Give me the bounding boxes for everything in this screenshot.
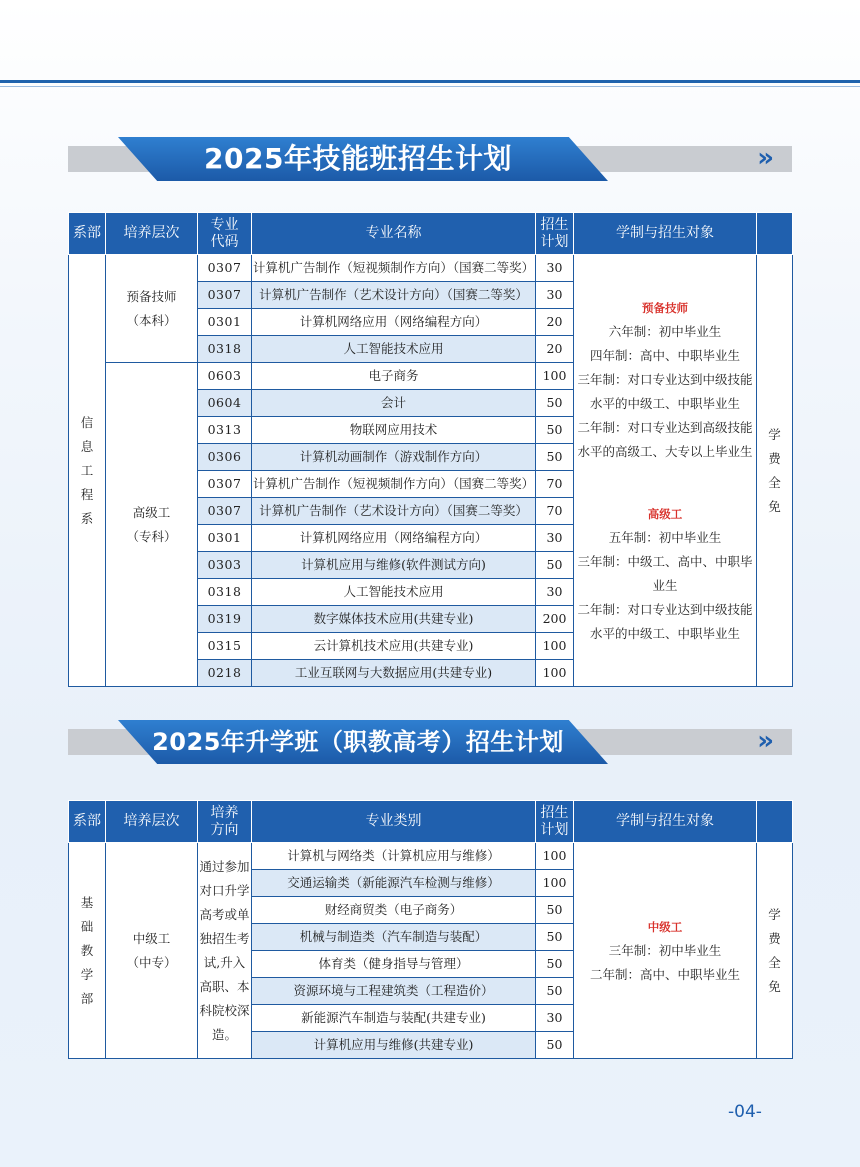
major-name-cell: 计算机广告制作（艺术设计方向）（国赛二等奖）	[252, 282, 536, 309]
target-line: 水平的中级工、中职毕业生	[589, 395, 740, 411]
level-cell-technician	[106, 255, 198, 363]
plan-cell: 50	[536, 978, 574, 1005]
header-level: 培养层次	[106, 801, 198, 843]
code-cell: 0301	[198, 525, 252, 552]
major-name-cell: 人工智能技术应用	[252, 579, 536, 606]
target-heading-senior: 高级工	[647, 506, 683, 521]
target-cell	[574, 843, 757, 1059]
code-cell: 0301	[198, 309, 252, 336]
category-cell: 计算机与网络类（计算机应用与维修）	[252, 843, 536, 870]
double-chevron-right-icon: »	[757, 143, 774, 173]
table-header-row	[69, 801, 793, 843]
target-line: 三年制：对口专业达到中级技能	[577, 371, 753, 387]
header-blank	[757, 213, 793, 255]
double-chevron-right-icon: »	[757, 726, 774, 756]
category-cell: 资源环境与工程建筑类（工程造价）	[252, 978, 536, 1005]
target-line: 六年制：初中毕业生	[608, 323, 722, 339]
plan-cell: 50	[536, 1032, 574, 1059]
target-line: 三年制：初中毕业生	[608, 942, 722, 958]
plan-cell: 50	[536, 552, 574, 579]
fee-cell	[757, 255, 793, 687]
dept-cell-text: 基础教学部	[80, 894, 94, 1006]
code-cell: 0307	[198, 471, 252, 498]
header-name: 专业名称	[252, 213, 536, 255]
target-line: 三年制：中级工、高中、中职毕	[577, 553, 753, 569]
major-name-cell: 物联网应用技术	[252, 417, 536, 444]
level-cell-intermediate	[106, 843, 198, 1059]
skill-class-table	[68, 212, 793, 687]
table-row	[69, 255, 793, 282]
table-row	[69, 843, 793, 870]
target-line: 二年制：高中、中职毕业生	[589, 966, 740, 982]
plan-cell: 100	[536, 843, 574, 870]
table-header-row	[69, 213, 793, 255]
plan-cell: 50	[536, 390, 574, 417]
fee-cell	[757, 843, 793, 1059]
major-name-cell: 计算机网络应用（网络编程方向）	[252, 309, 536, 336]
plan-cell: 50	[536, 951, 574, 978]
plan-cell: 30	[536, 525, 574, 552]
code-cell: 0218	[198, 660, 252, 687]
category-cell: 财经商贸类（电子商务）	[252, 897, 536, 924]
target-heading-technician: 预备技师	[642, 300, 688, 315]
code-cell: 0603	[198, 363, 252, 390]
plan-cell: 70	[536, 498, 574, 525]
target-line: 四年制：高中、中职毕业生	[589, 347, 740, 363]
plan-cell: 20	[536, 336, 574, 363]
plan-cell: 100	[536, 363, 574, 390]
section2-banner	[68, 720, 792, 764]
major-name-cell: 电子商务	[252, 363, 536, 390]
target-line: 水平的中级工、中职毕业生	[589, 625, 740, 641]
target-line: 业生	[652, 577, 678, 593]
code-cell: 0313	[198, 417, 252, 444]
major-name-cell: 计算机广告制作（短视频制作方向）（国赛二等奖）	[252, 255, 536, 282]
major-name-cell: 计算机网络应用（网络编程方向）	[252, 525, 536, 552]
header-plan	[536, 213, 574, 255]
target-heading-intermediate: 中级工	[647, 919, 683, 934]
code-cell: 0303	[198, 552, 252, 579]
category-cell: 新能源汽车制造与装配(共建专业)	[252, 1005, 536, 1032]
plan-cell: 50	[536, 417, 574, 444]
plan-cell: 20	[536, 309, 574, 336]
header-target: 学制与招生对象	[574, 801, 757, 843]
plan-cell: 50	[536, 444, 574, 471]
header-level: 培养层次	[106, 213, 198, 255]
header-dept: 系部	[69, 213, 106, 255]
top-rule	[0, 80, 860, 83]
level-name: 预备技师	[126, 288, 177, 304]
plan-cell: 200	[536, 606, 574, 633]
dept-cell	[69, 255, 106, 687]
level-sub: （本科）	[126, 312, 177, 328]
section1-title: 2025年技能班招生计划	[204, 142, 512, 175]
section1-banner	[68, 137, 792, 181]
code-cell: 0315	[198, 633, 252, 660]
top-rule-thin	[0, 86, 860, 87]
major-name-cell: 计算机广告制作（艺术设计方向）（国赛二等奖）	[252, 498, 536, 525]
level-cell-senior	[106, 363, 198, 687]
level-name: 高级工	[132, 504, 171, 520]
fee-cell-text: 学费全免	[768, 426, 781, 514]
category-cell: 计算机应用与维修(共建专业)	[252, 1032, 536, 1059]
major-name-cell: 计算机广告制作（短视频制作方向）（国赛二等奖）	[252, 471, 536, 498]
target-spacer	[574, 464, 756, 502]
category-cell: 机械与制造类（汽车制造与装配）	[252, 924, 536, 951]
category-cell: 交通运输类（新能源汽车检测与维修）	[252, 870, 536, 897]
major-name-cell: 人工智能技术应用	[252, 336, 536, 363]
plan-cell: 70	[536, 471, 574, 498]
level-sub: （中专）	[126, 954, 177, 970]
code-cell: 0306	[198, 444, 252, 471]
plan-cell: 50	[536, 897, 574, 924]
major-name-cell: 计算机动画制作（游戏制作方向）	[252, 444, 536, 471]
page-number: -04-	[728, 1102, 762, 1122]
code-cell: 0318	[198, 336, 252, 363]
code-cell: 0319	[198, 606, 252, 633]
dept-cell	[69, 843, 106, 1059]
plan-cell: 100	[536, 633, 574, 660]
target-line: 二年制：对口专业达到中级技能	[577, 601, 753, 617]
target-cell	[574, 255, 757, 687]
code-cell: 0307	[198, 255, 252, 282]
header-plan-text: 招生计划	[540, 216, 569, 250]
code-cell: 0307	[198, 498, 252, 525]
code-cell: 0307	[198, 282, 252, 309]
major-name-cell: 计算机应用与维修(软件测试方向)	[252, 552, 536, 579]
header-dept: 系部	[69, 801, 106, 843]
level-name: 中级工	[132, 930, 171, 946]
major-name-cell: 数字媒体技术应用(共建专业)	[252, 606, 536, 633]
header-direction-text: 培养方向	[210, 804, 239, 838]
exam-class-table	[68, 800, 793, 1059]
major-name-cell: 云计算机技术应用(共建专业)	[252, 633, 536, 660]
header-category: 专业类别	[252, 801, 536, 843]
major-name-cell: 工业互联网与大数据应用(共建专业)	[252, 660, 536, 687]
direction-cell: 通过参加对口升学高考或单独招生考试,升入高职、本科院校深造。	[198, 843, 252, 1059]
code-cell: 0318	[198, 579, 252, 606]
header-direction	[198, 801, 252, 843]
target-line: 五年制：初中毕业生	[608, 529, 722, 545]
plan-cell: 30	[536, 579, 574, 606]
major-name-cell: 会计	[252, 390, 536, 417]
plan-cell: 30	[536, 1005, 574, 1032]
code-cell: 0604	[198, 390, 252, 417]
plan-cell: 50	[536, 924, 574, 951]
category-cell: 体育类（健身指导与管理）	[252, 951, 536, 978]
plan-cell: 30	[536, 255, 574, 282]
fee-cell-text: 学费全免	[768, 906, 781, 994]
header-plan	[536, 801, 574, 843]
header-code	[198, 213, 252, 255]
level-sub: （专科）	[126, 528, 177, 544]
dept-cell-text: 信息工程系	[80, 414, 94, 526]
header-plan-text: 招生计划	[540, 804, 569, 838]
plan-cell: 100	[536, 660, 574, 687]
header-code-text: 专业代码	[210, 216, 239, 250]
target-line: 水平的高级工、大专以上毕业生	[577, 443, 753, 459]
header-target: 学制与招生对象	[574, 213, 757, 255]
plan-cell: 100	[536, 870, 574, 897]
header-blank	[757, 801, 793, 843]
plan-cell: 30	[536, 282, 574, 309]
section2-title: 2025年升学班（职教高考）招生计划	[152, 728, 564, 756]
target-line: 二年制：对口专业达到高级技能	[577, 419, 753, 435]
